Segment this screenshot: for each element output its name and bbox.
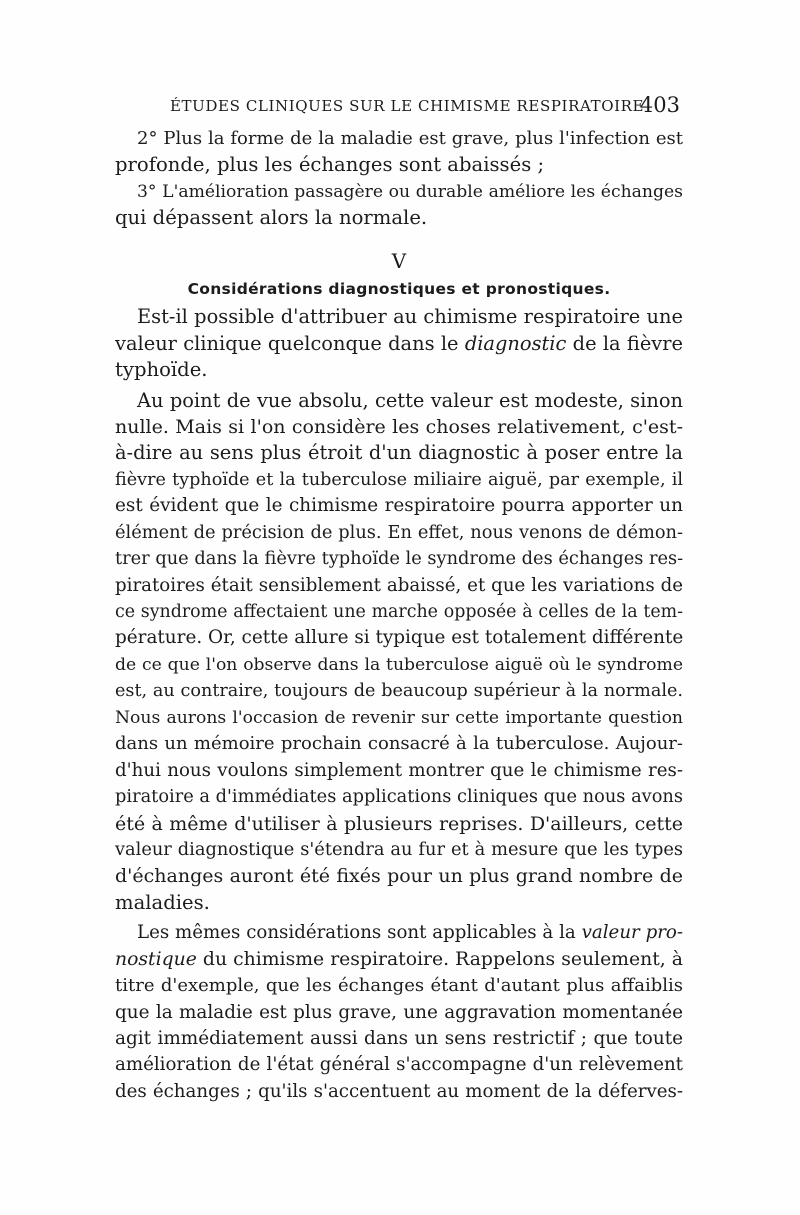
paragraph-line: maladies. xyxy=(115,890,210,914)
paragraph-line: Nous aurons l'occasion de revenir sur cette importante question xyxy=(115,707,683,728)
text-run: du chimisme respiratoire. Rappelons seulement, à xyxy=(196,948,683,970)
paragraph-line: été à même d'utiliser à plusieurs reprises. D'ailleurs, cette xyxy=(115,812,683,835)
paragraph-line: dans un mémoire prochain consacré à la tuberculose. Aujour- xyxy=(115,733,683,755)
italic-term: diagnostic xyxy=(464,331,567,355)
text-run: de la fièvre xyxy=(566,331,684,355)
paragraph-line: pérature. Or, cette allure si typique est totalement différente xyxy=(115,627,684,649)
list-item-line: profonde, plus les échanges sont abaissés ; xyxy=(115,153,545,177)
paragraph-line: de ce que l'on observe dans la tuberculose aiguë où le syndrome xyxy=(115,654,683,675)
paragraph-line: à-dire au sens plus étroit d'un diagnostic à poser entre la xyxy=(115,441,683,465)
section-numeral: V xyxy=(391,248,407,273)
paragraph xyxy=(115,304,683,383)
paragraph-line: élément de précision de plus. En effet, nous venons de démon- xyxy=(115,521,683,543)
paragraph xyxy=(115,388,683,917)
paragraph-line: d'échanges auront été fixés pour un plus grand nombre de xyxy=(115,865,683,888)
list-item-line: 3° L'amélioration passagère ou durable améliore les échanges xyxy=(137,181,683,202)
paragraph-line: fièvre typhoïde et la tuberculose miliaire aiguë, par exemple, il xyxy=(115,469,683,490)
paragraph xyxy=(115,920,683,1105)
paragraph-line: est, au contraire, toujours de beaucoup supérieur à la normale. xyxy=(115,681,683,702)
list-item xyxy=(115,126,683,179)
running-title: ÉTUDES CLINIQUES SUR LE CHIMISME RESPIRATOIRE xyxy=(170,97,645,115)
paragraph-line: Est-il possible d'attribuer au chimisme respiratoire une xyxy=(137,305,683,329)
page-number: 403 xyxy=(639,93,680,117)
list-item-line: 2° Plus la forme de la maladie est grave, plus l'infection est xyxy=(137,128,683,149)
text-run: valeur clinique quelconque dans le xyxy=(115,331,465,355)
paragraph-line: piratoires était sensiblement abaissé, et que les variations de xyxy=(115,574,683,596)
italic-term: nostique xyxy=(115,948,197,970)
paragraph-line xyxy=(115,331,683,357)
paragraph-line: typhoïde. xyxy=(115,358,208,382)
paragraph-line: nulle. Mais si l'on considère les choses relativement, c'est- xyxy=(115,415,683,438)
italic-term: valeur pro- xyxy=(581,922,684,944)
paragraph-line: titre d'exemple, que les échanges étant d'autant plus affaiblis xyxy=(115,975,683,997)
paragraph-line: Au point de vue absolu, cette valeur est modeste, sinon xyxy=(137,388,683,412)
section-title: Considérations diagnostiques et pronostiques. xyxy=(187,280,611,299)
list-item xyxy=(115,179,683,232)
paragraph-line: agit immédiatement aussi dans un sens restrictif ; que toute xyxy=(115,1028,683,1049)
paragraph-line xyxy=(115,947,683,973)
paragraph-line xyxy=(115,920,683,946)
running-head xyxy=(115,95,685,125)
paragraph-line: d'hui nous voulons simplement montrer que le chimisme res- xyxy=(115,759,683,781)
paragraph-line: est évident que le chimisme respiratoire pourra apporter un xyxy=(115,495,683,517)
paragraph-line: que la maladie est plus grave, une aggravation momentanée xyxy=(115,1001,683,1023)
text-run: Les mêmes considérations sont applicables à la xyxy=(137,922,582,944)
paragraph-line: des échanges ; qu'ils s'accentuent au moment de la déferves- xyxy=(115,1080,683,1102)
paragraph-line: piratoire a d'immédiates applications cliniques que nous avons xyxy=(115,786,683,808)
paragraph-line: valeur diagnostique s'étendra au fur et à mesure que les types xyxy=(115,838,683,860)
list-item-line: qui dépassent alors la normale. xyxy=(115,206,428,230)
body-text xyxy=(115,126,683,1105)
paragraph-line: ce syndrome affectaient une marche opposée à celles de la tem- xyxy=(115,602,683,622)
paragraph-line: amélioration de l'état général s'accompagne d'un relèvement xyxy=(115,1054,683,1076)
paragraph-line: trer que dans la fièvre typhoïde le syndrome des échanges res- xyxy=(115,548,684,570)
